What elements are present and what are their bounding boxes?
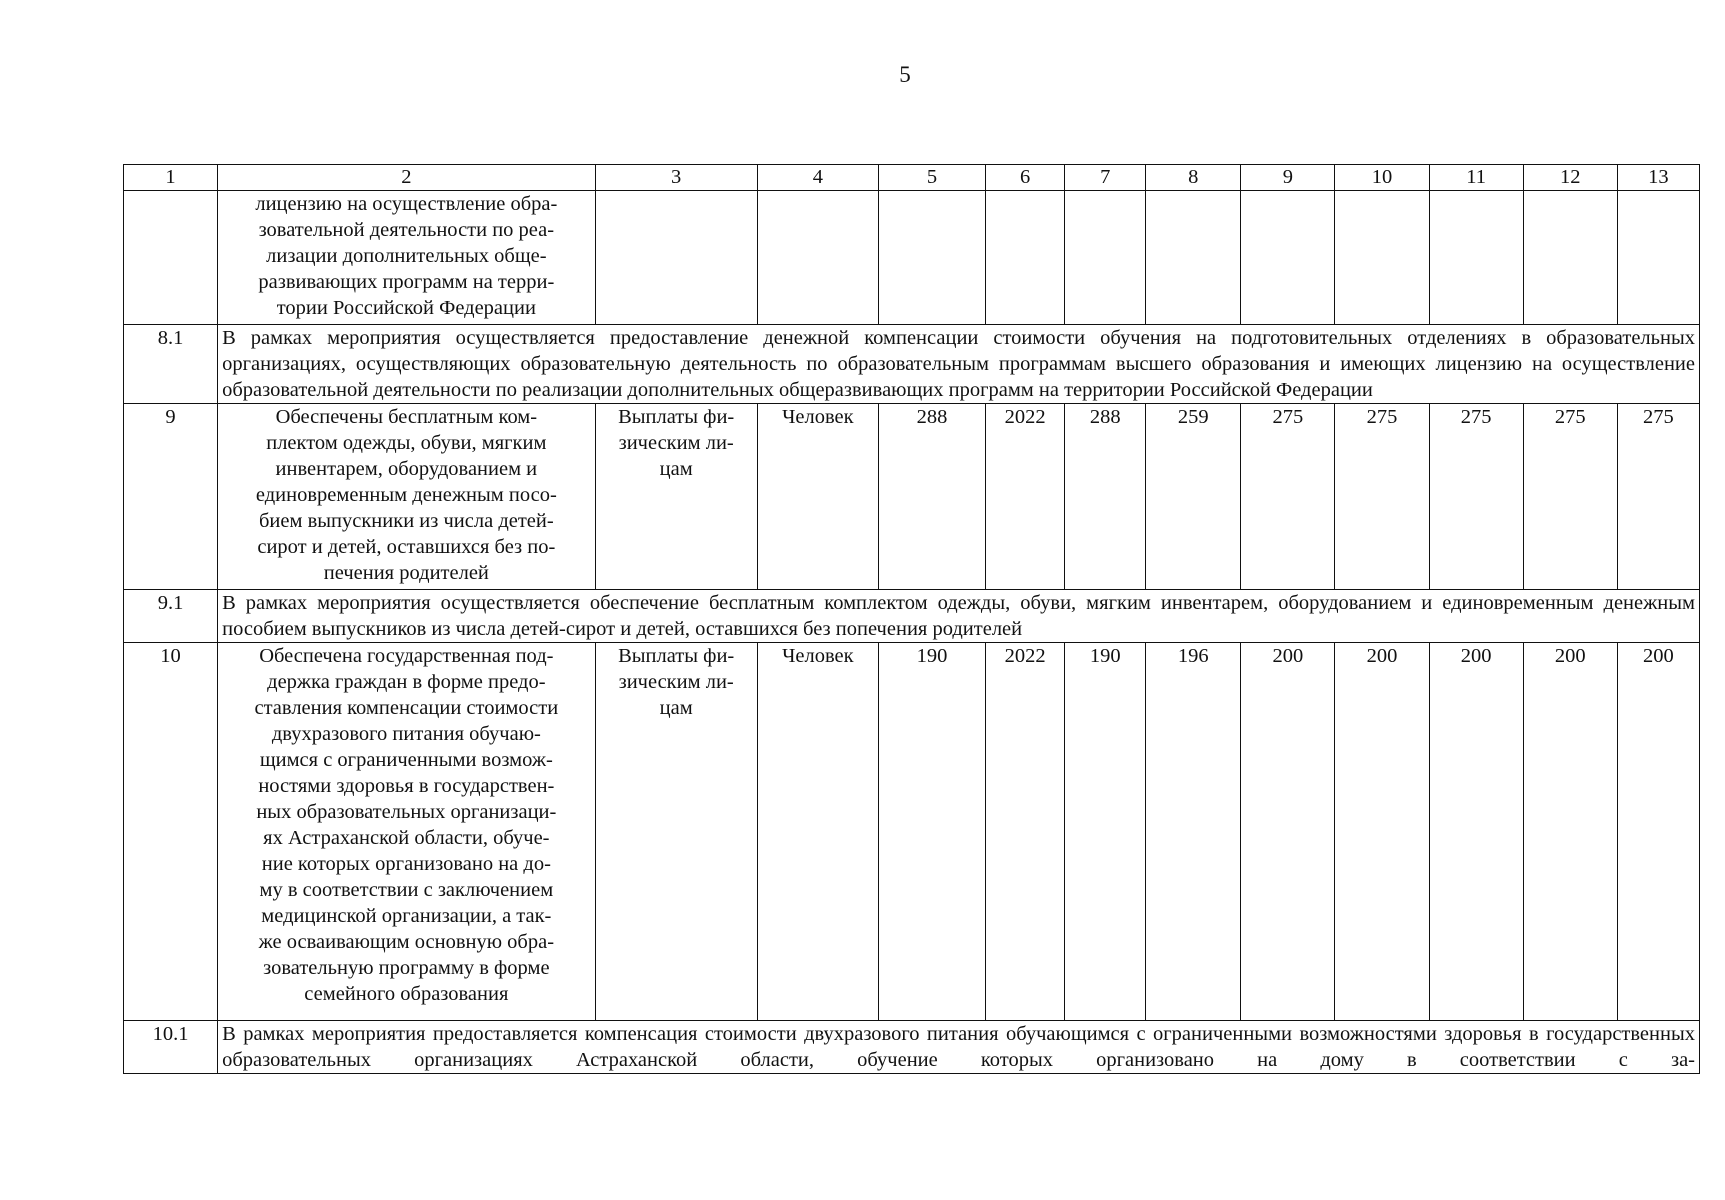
- value-cell: 200: [1617, 643, 1699, 1021]
- column-number: 5: [878, 165, 985, 191]
- value-cell: 275: [1241, 404, 1335, 590]
- value-cell: 275: [1429, 404, 1523, 590]
- indicator-type: Выплаты фи- зическим ли- цам: [595, 404, 757, 590]
- column-number: 12: [1523, 165, 1617, 191]
- indicators-table: [123, 164, 1700, 1074]
- column-number: 9: [1241, 165, 1335, 191]
- table-row-continuation: [124, 191, 1700, 325]
- row-number: 9.1: [124, 590, 218, 643]
- value-cell: 190: [1065, 643, 1146, 1021]
- column-number: 1: [124, 165, 218, 191]
- column-number: 6: [986, 165, 1065, 191]
- value-cell: 190: [878, 643, 985, 1021]
- unit-of-measure: Человек: [757, 643, 878, 1021]
- measure-description: В рамках мероприятия предоставляется компенсация стоимости двухразового питания обучающимся с ограниченными возможностями здоровья в государственных образовательных организациях Астраханской области, обучение которых организовано на дому в соответствии с за-: [218, 1021, 1700, 1074]
- table-row-8-1: [124, 325, 1700, 404]
- unit-of-measure: Человек: [757, 404, 878, 590]
- column-number: 8: [1146, 165, 1241, 191]
- column-number: 4: [757, 165, 878, 191]
- value-cell: 200: [1241, 643, 1335, 1021]
- value-cell: 200: [1429, 643, 1523, 1021]
- column-number: 10: [1335, 165, 1429, 191]
- value-cell: 196: [1146, 643, 1241, 1021]
- column-number: 11: [1429, 165, 1523, 191]
- table-row-9: [124, 404, 1700, 590]
- value-cell: 259: [1146, 404, 1241, 590]
- measure-description: В рамках мероприятия осуществляется предоставление денежной компенсации стоимости обучения на подготовительных отделениях в образовательных организациях, осуществляющих образовательную деятельность по образовательным программам высшего образования и имеющих лицензию на осуществление образовательной деятельности по реализации дополнительных общеразвивающих программ на территории Российской Федерации: [218, 325, 1700, 404]
- value-cell: 288: [1065, 404, 1146, 590]
- indicator-type: Выплаты фи- зическим ли- цам: [595, 643, 757, 1021]
- column-number: 2: [218, 165, 595, 191]
- row-number: 10: [124, 643, 218, 1021]
- value-cell: 2022: [986, 404, 1065, 590]
- value-cell: 2022: [986, 643, 1065, 1021]
- row-number: 9: [124, 404, 218, 590]
- page-number: 5: [899, 62, 911, 87]
- table-row-10-1: [124, 1021, 1700, 1074]
- value-cell: 275: [1335, 404, 1429, 590]
- value-cell: 200: [1523, 643, 1617, 1021]
- indicator-name: лицензию на осуществление обра- зовательной деятельности по реа- лизации дополнительных обще- развивающих программ на терри- тории Российской Федерации: [218, 191, 595, 325]
- indicator-name: Обеспечена государственная под- держка граждан в форме предо- ставления компенсации стоимости двухразового питания обучаю- щимся с ограниченными возмож- ностями здоровья в государствен- ных образовательных организаци- ях Астраханской области, обуче- ние которых организовано на до- му в соответствии с заключением медицинской организации, а так- же осваивающим основную обра- зовательную программу в форме семейного образования: [218, 643, 595, 1021]
- column-number: 7: [1065, 165, 1146, 191]
- value-cell: 200: [1335, 643, 1429, 1021]
- value-cell: 288: [878, 404, 985, 590]
- row-number: 10.1: [124, 1021, 218, 1074]
- column-number-row: [124, 165, 1700, 191]
- row-number: 8.1: [124, 325, 218, 404]
- column-number: 13: [1617, 165, 1699, 191]
- measure-description: В рамках мероприятия осуществляется обеспечение бесплатным комплектом одежды, обуви, мягким инвентарем, оборудованием и единовременным денежным пособием выпускников из числа детей-сирот и детей, оставшихся без попечения родителей: [218, 590, 1700, 643]
- column-number: 3: [595, 165, 757, 191]
- value-cell: 275: [1617, 404, 1699, 590]
- indicator-name: Обеспечены бесплатным ком- плектом одежды, обуви, мягким инвентарем, оборудованием и единовременным денежным посо- бием выпускники из числа детей- сирот и детей, оставшихся без по- печения родителей: [218, 404, 595, 590]
- value-cell: 275: [1523, 404, 1617, 590]
- table-row-10: [124, 643, 1700, 1021]
- table-row-9-1: [124, 590, 1700, 643]
